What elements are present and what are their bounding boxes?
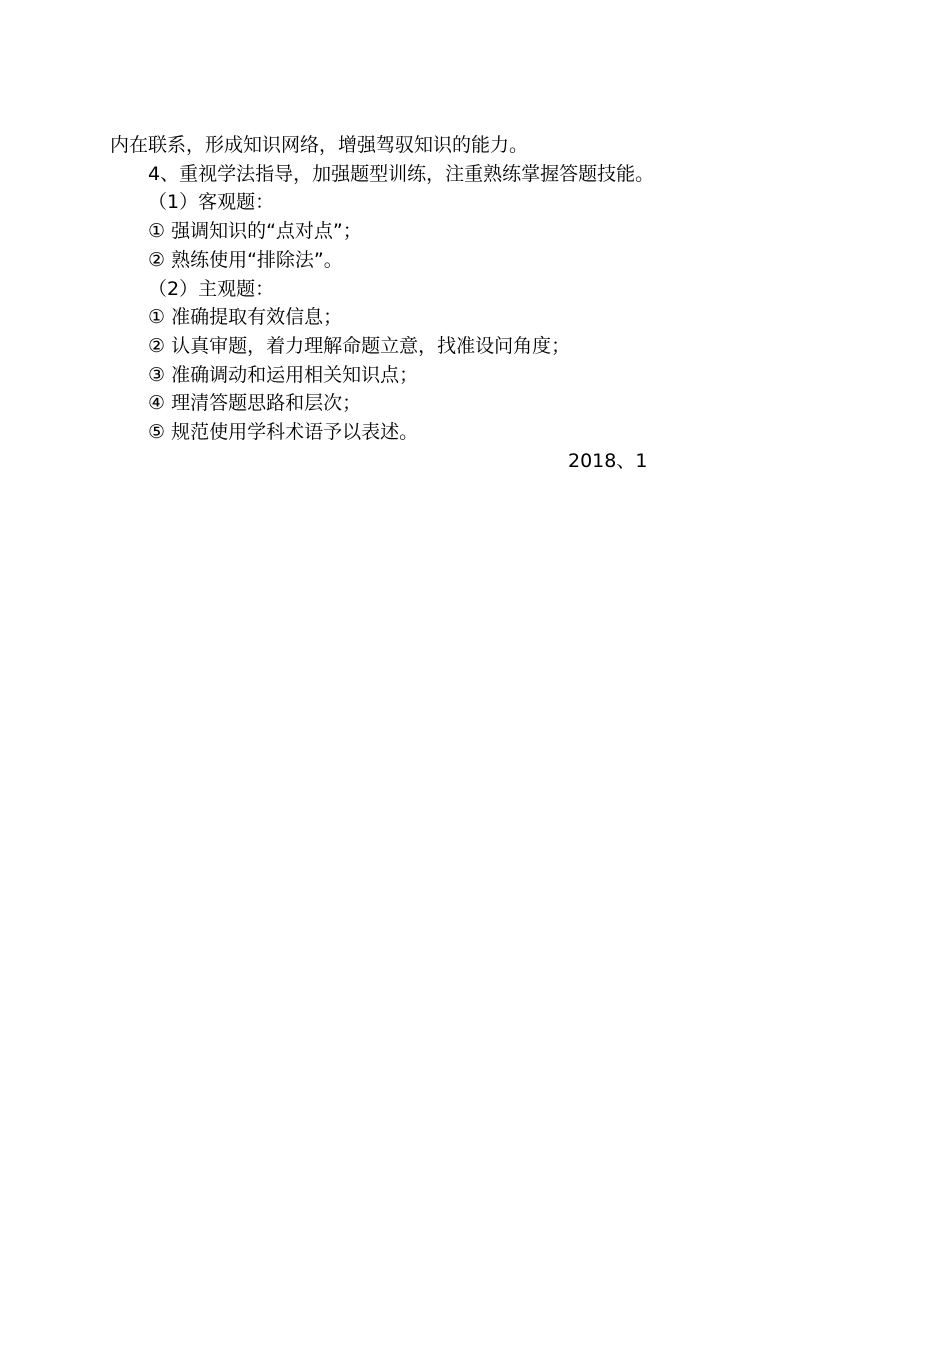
objective-point-1: ① 强调知识的“点对点”； (148, 220, 362, 243)
section-4-heading: 4、重视学法指导，加强题型训练，注重熟练掌握答题技能。 (148, 162, 655, 185)
subjective-point-1: ① 准确提取有效信息； (148, 306, 343, 329)
subjective-point-2: ② 认真审题，着力理解命题立意，找准设问角度； (148, 334, 571, 357)
objective-questions-label: （1）客观题： (148, 191, 275, 214)
subjective-questions-label: （2）主观题： (148, 277, 275, 300)
subjective-point-3: ③ 准确调动和运用相关知识点； (148, 363, 419, 386)
continuation-line: 内在联系，形成知识网络，增强驾驭知识的能力。 (110, 134, 529, 156)
document-body (110, 131, 840, 475)
subjective-point-5: ⑤ 规范使用学科术语予以表述。 (148, 421, 419, 444)
subjective-point-4: ④ 理清答题思路和层次； (148, 392, 362, 415)
objective-point-2: ② 熟练使用“排除法”。 (148, 248, 343, 271)
date-line: 2018、1 (568, 449, 648, 472)
